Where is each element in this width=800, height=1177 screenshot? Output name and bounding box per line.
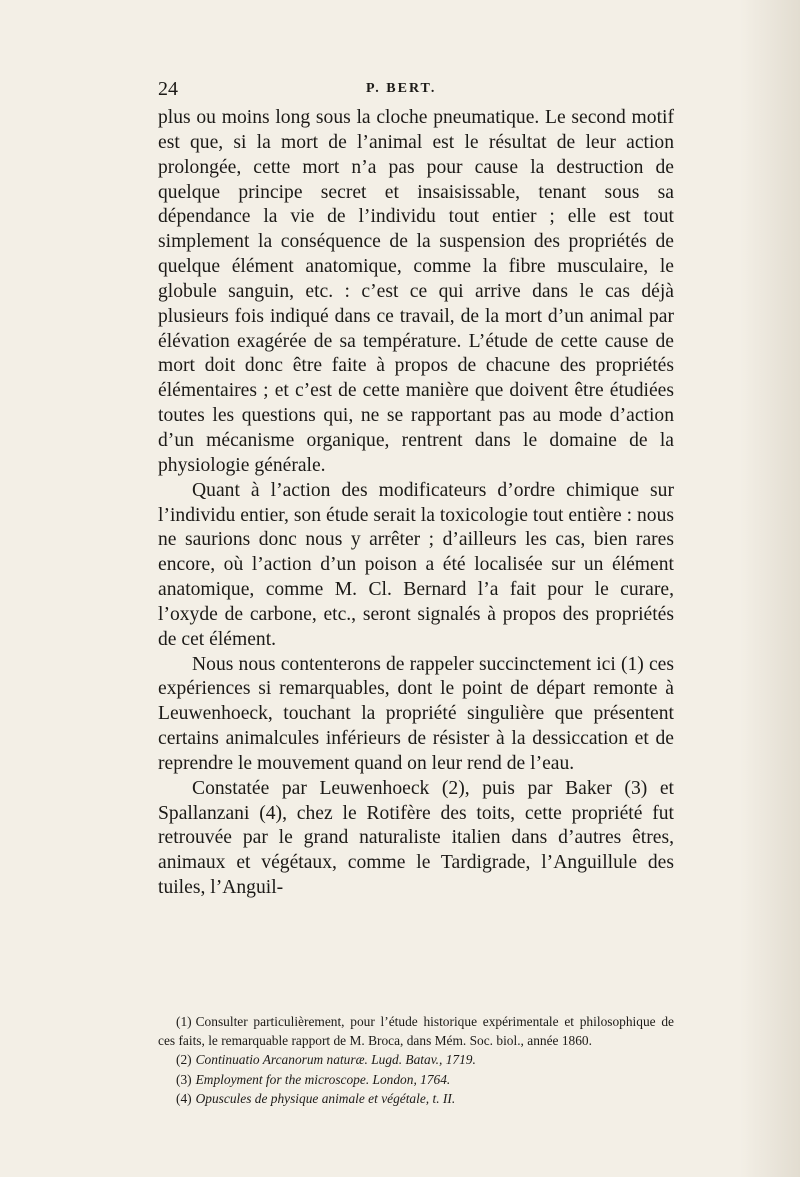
paragraph-2: Quant à l’action des modificateurs d’ordre chimique sur l’individu entier, son étude serait la toxicologie tout entière : nous ne saurions donc nous y arrêter ; d’ailleurs les cas, bien rares encore, où l’action d’un poison a été localisée sur un élément anatomique, comme M. Cl. Bernard l’a fait pour le curare, l’oxyde de carbone, etc., seront signalés à propos des propriétés de cet élément. — [158, 479, 674, 650]
paragraph-3: Nous nous contenterons de rappeler succinctement ici (1) ces expériences si remarquables, dont le point de départ remonte à Leuwenhoeck, touchant la propriété singulière que présentent certains animalcules inférieurs de résister à la dessiccation et de reprendre le mouvement quand on leur rend de l’eau. — [158, 653, 674, 774]
page-header — [158, 78, 674, 102]
footnote-3 — [158, 1070, 674, 1089]
running-head: P. BERT. — [366, 81, 437, 96]
footnote-text: Consulter particulièrement, pour l’étude historique expérimentale et philosophique de ces faits, le remarquable rapport de M. Broca, dans Mém. Soc. biol., année 1860. — [158, 1014, 674, 1049]
page-number: 24 — [158, 78, 178, 100]
footnote-text: Opuscules de physique animale et végétale, t. II. — [195, 1090, 456, 1106]
footnotes — [158, 1012, 674, 1108]
footnote-marker: (2) — [176, 1052, 192, 1068]
footnote-2 — [158, 1050, 674, 1069]
footnote-4 — [158, 1089, 674, 1108]
paragraph-1: plus ou moins long sous la cloche pneumatique. Le second motif est que, si la mort de l’animal est le résultat de leur action prolongée, cette mort n’a pas pour cause la destruction de quelque principe secret et insaisissable, tenant sous sa dépendance la vie de l’individu tout entier ; elle est tout simplement la conséquence de la suspension des propriétés de quelque élément anatomique, comme la fibre musculaire, le globule sanguin, etc. : c’est ce qui arrive dans le cas déjà plusieurs fois indiqué dans ce travail, de la mort d’un animal par élévation exagérée de sa température. L’étude de cette cause de mort doit donc être faite à propos de chacune des propriétés élémentaires ; et c’est de cette manière que doivent être étudiées toutes les questions qui, ne se rapportant pas au mode d’action d’un mécanisme organique, rentrent dans le domaine de la physiologie générale. — [158, 107, 674, 476]
footnote-marker: (4) — [176, 1090, 192, 1106]
footnote-text: Employment for the microscope. London, 1764. — [195, 1071, 451, 1087]
footnote-marker: (1) — [176, 1014, 192, 1029]
footnote-text: Continuatio Arcanorum naturæ. Lugd. Batav., 1719. — [195, 1052, 476, 1068]
paragraph-4: Constatée par Leuwenhoeck (2), puis par Baker (3) et Spallanzani (4), chez le Rotifère des toits, cette propriété fut retrouvée par le grand naturaliste italien dans d’autres êtres, animaux et végétaux, comme le Tardigrade, l’Anguillule des tuiles, l’Anguil- — [158, 777, 674, 899]
footnote-1 — [158, 1012, 674, 1050]
page-edge-shadow — [740, 0, 800, 1177]
footnote-marker: (3) — [176, 1071, 192, 1087]
body-text — [158, 106, 674, 901]
